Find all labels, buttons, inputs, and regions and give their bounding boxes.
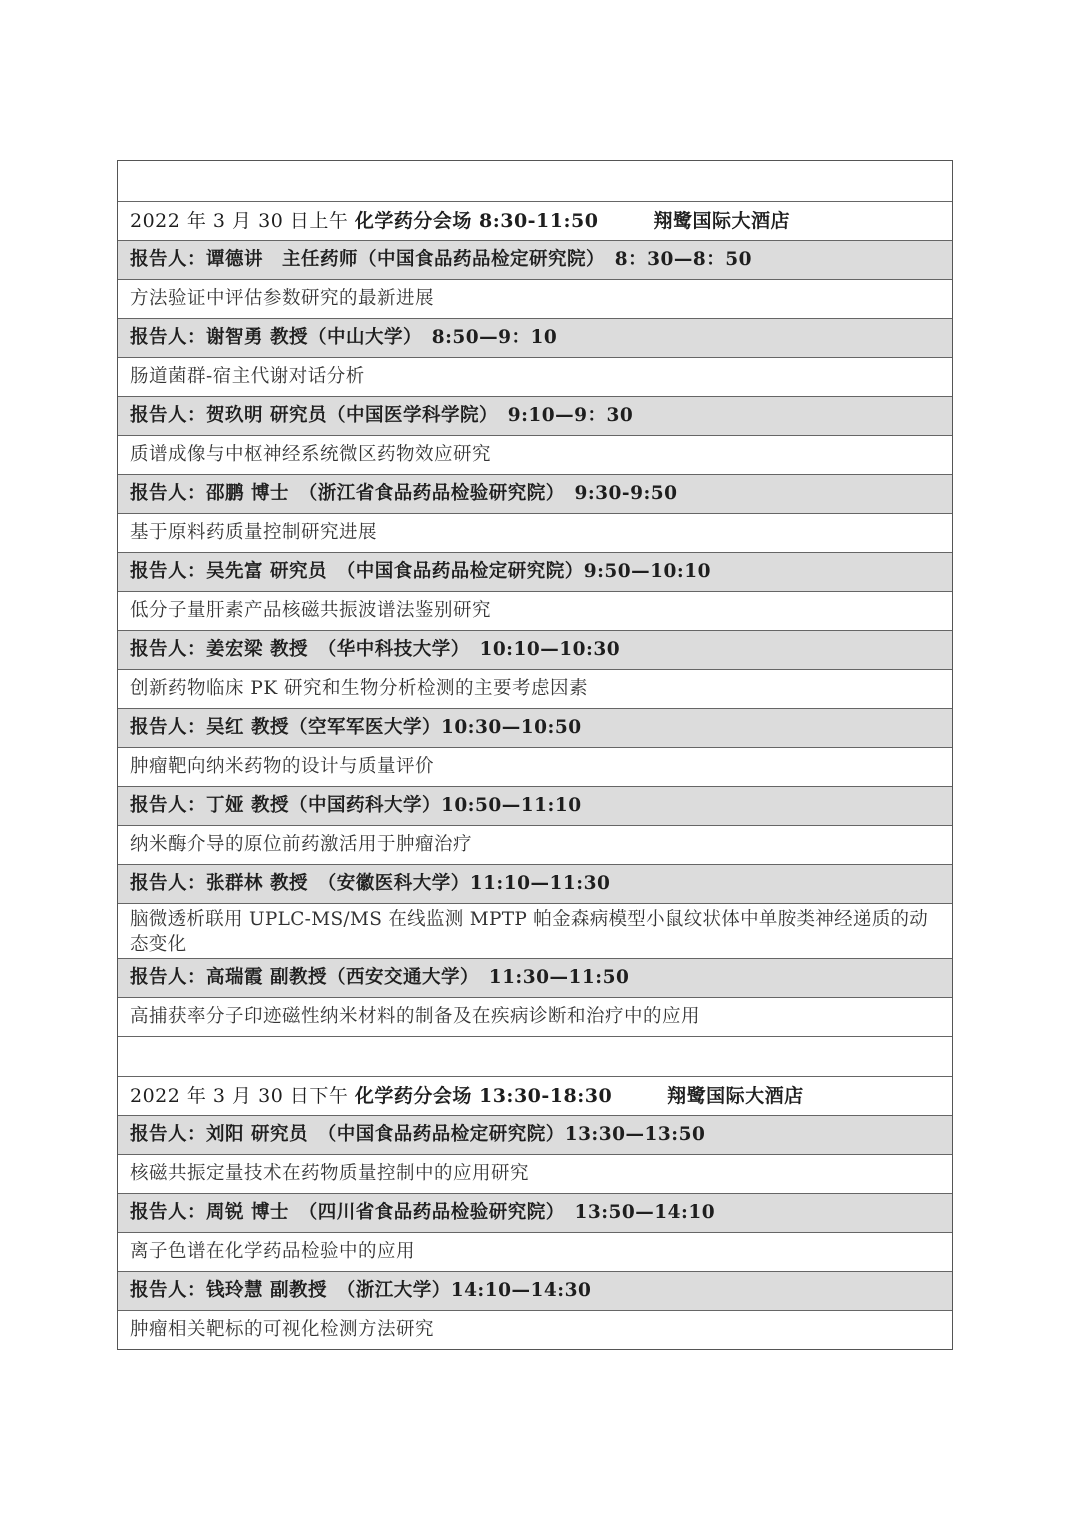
speaker-row: 报告人：谭德讲 主任药师（中国食品药品检定研究院） 8：30—8：50 xyxy=(118,240,952,279)
speaker-row: 报告人：贺玖明 研究员（中国医学科学院） 9:10—9：30 xyxy=(118,396,952,435)
speaker-row: 报告人：谢智勇 教授（中山大学） 8:50—9：10 xyxy=(118,318,952,357)
talk-title-row: 高捕获率分子印迹磁性纳米材料的制备及在疾病诊断和治疗中的应用 xyxy=(118,997,952,1036)
speaker-row: 报告人：吴先富 研究员 （中国食品药品检定研究院）9:50—10:10 xyxy=(118,552,952,591)
speaker-row: 报告人：丁娅 教授（中国药科大学）10:50—11:10 xyxy=(118,786,952,825)
speaker-row: 报告人：邵鹏 博士 （浙江省食品药品检验研究院） 9:30-9:50 xyxy=(118,474,952,513)
speaker-row: 报告人：高瑞霞 副教授（西安交通大学） 11:30—11:50 xyxy=(118,958,952,997)
talk-title-row: 基于原料药质量控制研究进展 xyxy=(118,513,952,552)
session-hall: 化学药分会场 8:30-11:50 xyxy=(354,210,599,232)
session-date: 2022 年 3 月 30 日上午 xyxy=(130,210,349,232)
blank-row xyxy=(118,1036,952,1076)
speaker-row: 报告人：刘阳 研究员 （中国食品药品检定研究院）13:30—13:50 xyxy=(118,1115,952,1154)
speaker-row: 报告人：张群林 教授 （安徽医科大学）11:10—11:30 xyxy=(118,864,952,903)
schedule-table xyxy=(117,160,953,1350)
talk-title-row: 方法验证中评估参数研究的最新进展 xyxy=(118,279,952,318)
talk-title-row: 肿瘤相关靶标的可视化检测方法研究 xyxy=(118,1310,952,1349)
speaker-row: 报告人：吴红 教授（空军军医大学）10:30—10:50 xyxy=(118,708,952,747)
talk-title-row: 创新药物临床 PK 研究和生物分析检测的主要考虑因素 xyxy=(118,669,952,708)
speaker-row: 报告人：姜宏梁 教授 （华中科技大学） 10:10—10:30 xyxy=(118,630,952,669)
talk-title-row: 离子色谱在化学药品检验中的应用 xyxy=(118,1232,952,1271)
talk-title-row: 肿瘤靶向纳米药物的设计与质量评价 xyxy=(118,747,952,786)
talk-title-row: 肠道菌群-宿主代谢对话分析 xyxy=(118,357,952,396)
talk-title-row: 核磁共振定量技术在药物质量控制中的应用研究 xyxy=(118,1154,952,1193)
blank-row xyxy=(118,161,952,201)
speaker-row: 报告人：钱玲慧 副教授 （浙江大学）14:10—14:30 xyxy=(118,1271,952,1310)
talk-title-row: 低分子量肝素产品核磁共振波谱法鉴别研究 xyxy=(118,591,952,630)
talk-title-row: 脑微透析联用 UPLC-MS/MS 在线监测 MPTP 帕金森病模型小鼠纹状体中单胺类神经递质的动态变化 xyxy=(118,903,952,958)
session-header xyxy=(118,201,952,240)
session-venue: 翔鹭国际大酒店 xyxy=(653,210,790,232)
talk-title-row: 质谱成像与中枢神经系统微区药物效应研究 xyxy=(118,435,952,474)
talk-title-row: 纳米酶介导的原位前药激活用于肿瘤治疗 xyxy=(118,825,952,864)
session-header xyxy=(118,1076,952,1115)
session-venue: 翔鹭国际大酒店 xyxy=(667,1085,804,1107)
session-date: 2022 年 3 月 30 日下午 xyxy=(130,1085,349,1107)
speaker-row: 报告人：周锐 博士 （四川省食品药品检验研究院） 13:50—14:10 xyxy=(118,1193,952,1232)
session-hall: 化学药分会场 13:30-18:30 xyxy=(354,1085,613,1107)
